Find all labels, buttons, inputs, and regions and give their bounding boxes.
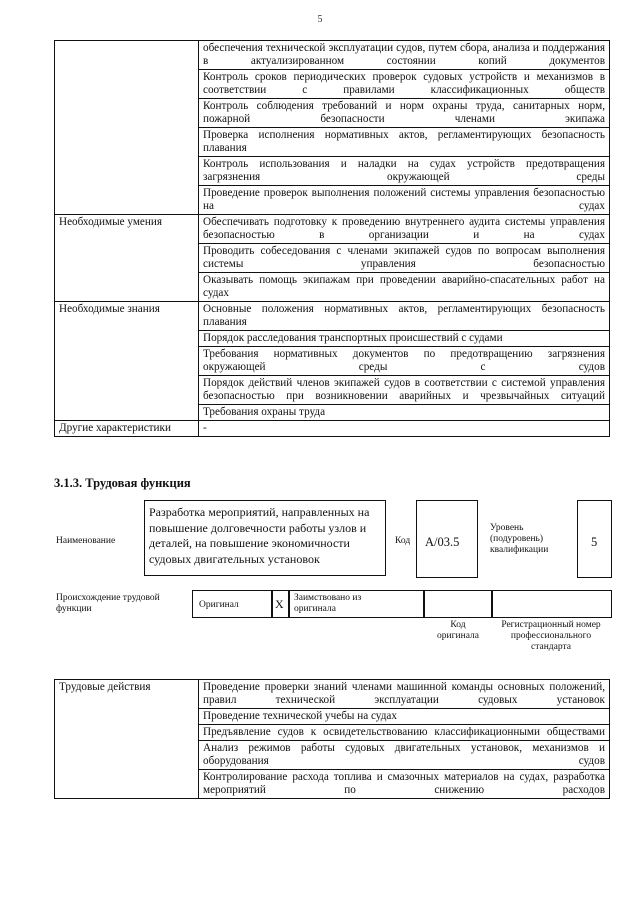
table-row bbox=[55, 680, 610, 709]
table-cell: Проводить собеседования с членами экипажей судов по вопросам выполнения системы управления безопасностью bbox=[199, 244, 610, 273]
code-label: Код bbox=[395, 536, 411, 546]
origin-code-caption: Код оригинала bbox=[437, 620, 479, 641]
table-cell: - bbox=[199, 421, 610, 437]
table-cell: Оказывать помощь экипажам при проведении аварийно-спасательных работ на судах bbox=[199, 273, 610, 302]
actions-table bbox=[54, 679, 610, 799]
table-cell: Контроль сроков периодических проверок судовых устройств и механизмов в соответствии с правилами классификационных обществ bbox=[199, 70, 610, 99]
origin-borrowed-cell bbox=[288, 590, 425, 618]
table-row bbox=[55, 215, 610, 244]
table-cell: Предъявление судов к освидетельствованию классификационными обществами bbox=[199, 725, 610, 741]
table-cell: Контролирование расхода топлива и смазочных материалов на судах, разработка мероприятий по снижению расходов bbox=[199, 770, 610, 799]
name-value-box bbox=[144, 500, 386, 576]
table-cell: Контроль использования и наладки на судах устройств предотвращения загрязнения окружающей среды bbox=[199, 157, 610, 186]
table-cell: Проведение проверок выполнения положений системы управления безопасностью на судах bbox=[199, 186, 610, 215]
level-label: Уровень (подуровень) квалификации bbox=[490, 523, 549, 555]
table-cell: Проведение проверки знаний членами машинной команды основных положений, правил технической эксплуатации судовых установок bbox=[199, 680, 610, 709]
section-title: 3.1.3. Трудовая функция bbox=[54, 476, 191, 490]
table-cell: Обеспечивать подготовку к проведению внутреннего аудита системы управления безопасностью в организации и на судах bbox=[199, 215, 610, 244]
origin-label: Происхождение трудовой функции bbox=[56, 593, 160, 614]
table-row bbox=[55, 421, 610, 437]
code-value: A/03.5 bbox=[425, 535, 460, 549]
table-cell: обеспечения технической эксплуатации судов, путем сбора, анализа и поддержания в актуализированном состоянии копий документов bbox=[199, 41, 610, 70]
table-cell: Порядок расследования транспортных происшествий с судами bbox=[199, 331, 610, 347]
code-box bbox=[416, 500, 478, 578]
origin-original: Оригинал bbox=[199, 600, 239, 610]
origin-reg-cell bbox=[491, 590, 612, 618]
requirements-table bbox=[54, 40, 610, 437]
page-number: 5 bbox=[317, 14, 323, 25]
table-cell: Порядок действий членов экипажей судов в соответствии с системой управления безопасностью при возникновении аварийных и чрезвычайных ситуаций bbox=[199, 376, 610, 405]
table-cell: Требования охраны труда bbox=[199, 405, 610, 421]
row-label-skills: Необходимые умения bbox=[55, 215, 199, 302]
origin-code-cell bbox=[423, 590, 493, 618]
table-cell: Требования нормативных документов по предотвращению загрязнения окружающей среды с судов bbox=[199, 347, 610, 376]
table-cell: Проведение технической учебы на судах bbox=[199, 709, 610, 725]
name-label: Наименование bbox=[56, 536, 116, 546]
table-row bbox=[55, 41, 610, 70]
row-label-knowledge: Необходимые знания bbox=[55, 302, 199, 421]
origin-x: X bbox=[275, 597, 284, 611]
level-box bbox=[577, 500, 612, 578]
table-row bbox=[55, 302, 610, 331]
table-cell: Основные положения нормативных актов, регламентирующих безопасность плавания bbox=[199, 302, 610, 331]
table-cell: Проверка исполнения нормативных актов, регламентирующих безопасность плавания bbox=[199, 128, 610, 157]
name-value: Разработка мероприятий, направленных на повышение долговечности работы узлов и деталей, на повышение экономичности судовых двигательных установок bbox=[149, 505, 370, 566]
level-value: 5 bbox=[591, 535, 598, 549]
origin-reg-caption: Регистрационный номер профессионального стандарта bbox=[501, 620, 601, 652]
row-label-other: Другие характеристики bbox=[55, 421, 199, 437]
row-label bbox=[55, 41, 199, 215]
table-cell: Контроль соблюдения требований и норм охраны труда, санитарных норм, пожарной безопасности членами экипажа bbox=[199, 99, 610, 128]
origin-original-cell bbox=[192, 590, 273, 618]
origin-borrowed: Заимствовано из оригинала bbox=[294, 593, 362, 614]
row-label-actions: Трудовые действия bbox=[55, 680, 199, 799]
table-cell: Анализ режимов работы судовых двигательных установок, механизмов и оборудования судов bbox=[199, 741, 610, 770]
